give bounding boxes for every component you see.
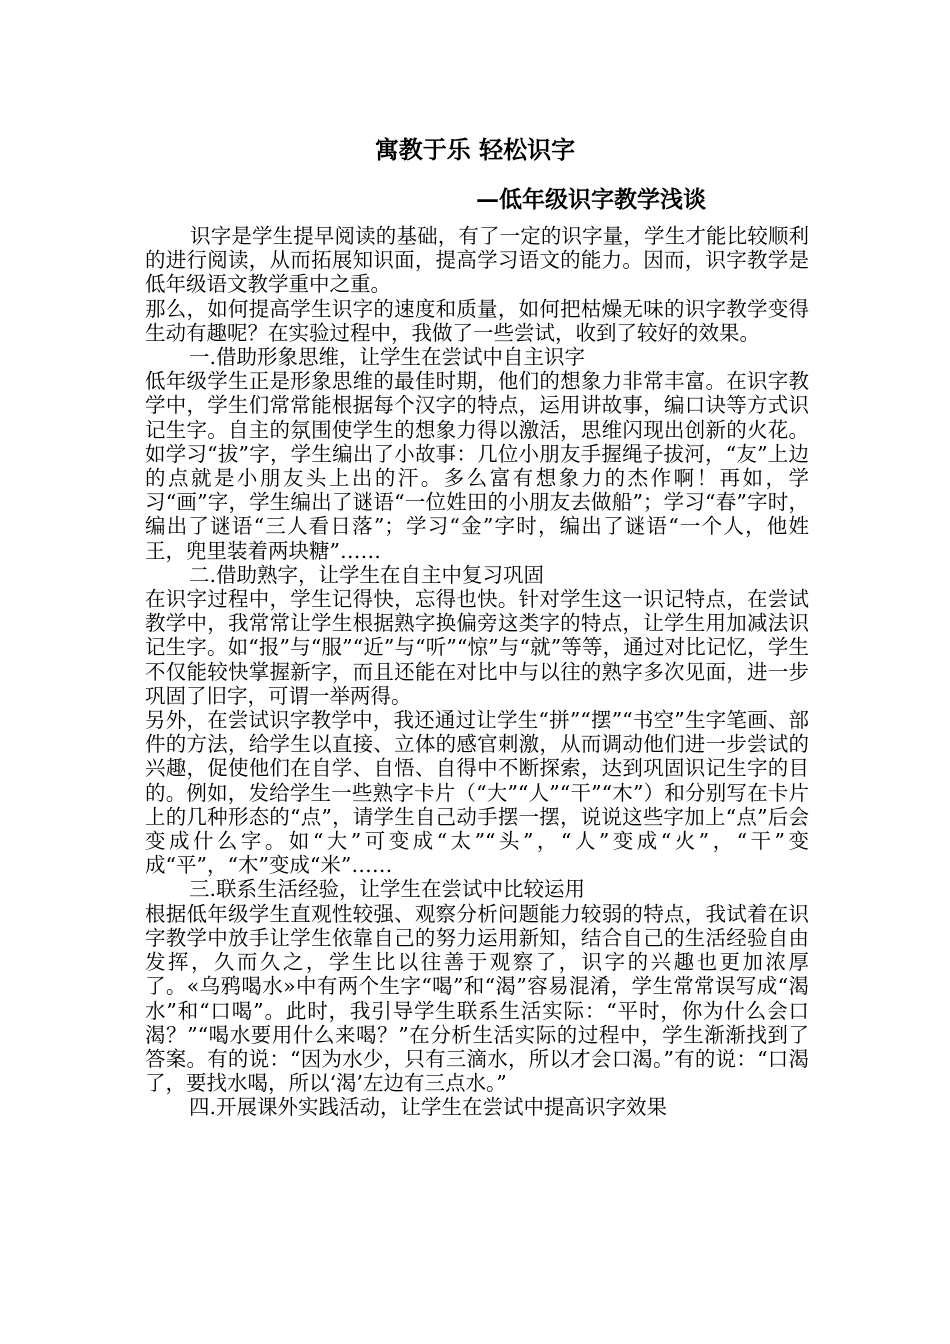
section-2-paragraph: 在识字过程中，学生记得快，忘得也快。针对学生这一识记特点，在尝试教学中，我常常让学生根据熟字换偏旁这类字的特点，让学生用加减法识记生字。如“报”与“服”“近”与“听”“惊”与“就”等等，通过对比记忆，学生不仅能较快掌握新字，而且还能在对比中与以往的熟字多次见面，进一步巩固了旧字，可谓一举两得。	[145, 587, 809, 708]
section-3-paragraph: 根据低年级学生直观性较强、观察分析问题能力较弱的特点，我试着在识字教学中放手让学生依靠自己的努力运用新知，结合自己的生活经验自由发挥，久而久之，学生比以往善于观察了，识字的兴趣也更加浓厚了。«乌鸦喝水»中有两个生字“喝”和“渴”容易混淆，学生常常误写成“渴水”和“口喝”。此时，我引导学生联系生活实际：“平时，你为什么会口渴？”“喝水要用什么来喝？”在分析生活实际的过程中，学生渐渐找到了答案。有的说：“因为水少，只有三滴水，所以才会口渴。”有的说：“口渴了，要找水喝，所以‘渴’左边有三点水。”	[145, 901, 809, 1096]
section-2-paragraph-extra: 另外，在尝试识字教学中，我还通过让学生“拼”“摆”“书空”生字笔画、部件的方法，给学生以直接、立体的感官刺激，从而调动他们进一步尝试的兴趣，促使他们在自学、自悟、自得中不断探索，达到巩固识记生字的目的。例如，发给学生一些熟字卡片（“大”“人”“干”“木”）和分别写在卡片上的几种形态的“点”，请学生自己动手摆一摆，说说这些字加上“点”后会变成什么字。如“大”可变成“太”“头”，“人”变成“火”，“干”变成“平”，“木”变成“米”……	[145, 708, 809, 878]
document-body	[145, 224, 809, 1120]
document-title: 寓教于乐 轻松识字	[374, 136, 576, 164]
intro-question-paragraph: 那么，如何提高学生识字的速度和质量，如何把枯燥无味的识字教学变得生动有趣呢？在实验过程中，我做了一些尝试，收到了较好的效果。	[145, 296, 809, 345]
intro-paragraph: 识字是学生提早阅读的基础，有了一定的识字量，学生才能比较顺利的进行阅读，从而拓展知识面，提高学习语文的能力。因而，识字教学是低年级语文教学重中之重。	[145, 224, 809, 297]
document-subtitle: —低年级识字教学浅谈	[476, 186, 706, 213]
section-heading-1: 一.借助形象思维，让学生在尝试中自主识字	[189, 345, 586, 370]
section-heading-3: 三.联系生活经验，让学生在尝试中比较运用	[189, 877, 586, 902]
section-heading-2: 二.借助熟字，让学生在自主中复习巩固	[189, 562, 545, 587]
section-1-paragraph: 低年级学生正是形象思维的最佳时期，他们的想象力非常丰富。在识字教学中，学生们常常能根据每个汉字的特点，运用讲故事，编口诀等方式识记生字。自主的氛围使学生的想象力得以激活，思维闪现出创新的火花。如学习“拔”字，学生编出了小故事：几位小朋友手握绳子拔河，“友”上边的点就是小朋友头上出的汗。多么富有想象力的杰作啊！再如，学习“画”字，学生编出了谜语“一位姓田的小朋友去做船”；学习“春”字时，编出了谜语“三人看日落”；学习“金”字时，编出了谜语“一个人，他姓王，兜里装着两块糖”……	[145, 369, 809, 563]
section-heading-4: 四.开展课外实践活动，让学生在尝试中提高识字效果	[189, 1095, 668, 1120]
